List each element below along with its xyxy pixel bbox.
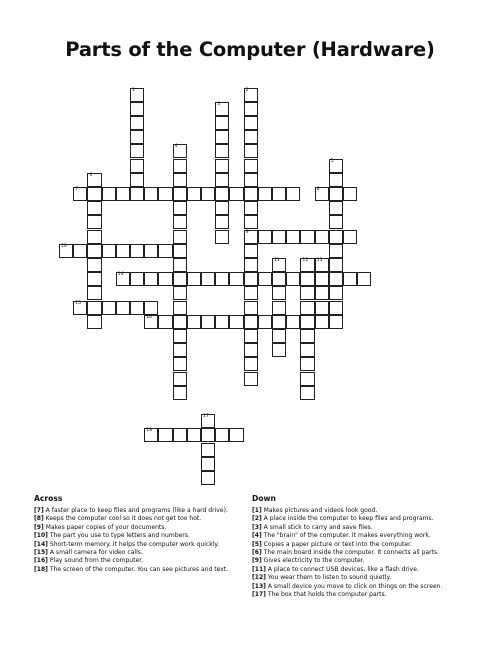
clue-text: The screen of the computer. You can see pictures and text. xyxy=(47,565,229,573)
clue-number: [11] xyxy=(252,565,266,573)
grid-cell[interactable] xyxy=(329,215,343,229)
grid-cell[interactable] xyxy=(173,372,187,386)
clue-number-label: 16 xyxy=(146,314,153,320)
clue-number-label: 10 xyxy=(61,243,67,249)
grid-cell[interactable] xyxy=(173,159,187,173)
grid-cell[interactable] xyxy=(215,187,229,201)
across-clues xyxy=(34,494,256,574)
grid-cell[interactable] xyxy=(130,244,144,258)
grid-cell[interactable] xyxy=(215,144,229,158)
puzzle-title: Parts of the Computer (Hardware) xyxy=(65,38,435,61)
grid-cell[interactable] xyxy=(144,428,158,442)
grid-cell[interactable] xyxy=(300,329,314,343)
grid-cell[interactable] xyxy=(258,315,272,329)
grid-cell[interactable] xyxy=(244,187,258,201)
clue-item xyxy=(252,532,476,540)
grid-cell[interactable] xyxy=(315,258,329,272)
grid-cell[interactable] xyxy=(130,173,144,187)
grid-cell[interactable] xyxy=(87,286,101,300)
grid-cell[interactable] xyxy=(215,201,229,215)
clue-text: A place to connect USB devices, like a flash drive. xyxy=(265,565,419,573)
grid-cell[interactable] xyxy=(215,173,229,187)
grid-cell[interactable] xyxy=(343,230,357,244)
clue-number: [3] xyxy=(252,523,262,531)
clue-item xyxy=(252,583,476,591)
grid-cell[interactable] xyxy=(187,272,201,286)
grid-cell[interactable] xyxy=(173,215,187,229)
grid-cell[interactable] xyxy=(329,173,343,187)
grid-cell[interactable] xyxy=(244,201,258,215)
grid-cell[interactable] xyxy=(87,215,101,229)
grid-cell[interactable] xyxy=(272,329,286,343)
grid-cell[interactable] xyxy=(173,230,187,244)
grid-cell[interactable] xyxy=(272,286,286,300)
grid-cell[interactable] xyxy=(244,343,258,357)
grid-cell[interactable] xyxy=(173,386,187,400)
down-heading: Down xyxy=(252,494,276,503)
clue-item xyxy=(34,515,256,523)
grid-cell[interactable] xyxy=(116,272,130,286)
grid-cell[interactable] xyxy=(87,230,101,244)
grid-cell[interactable] xyxy=(272,343,286,357)
grid-cell[interactable] xyxy=(272,230,286,244)
clue-number: [5] xyxy=(252,540,262,548)
clue-number-label: 12 xyxy=(302,257,309,263)
grid-cell[interactable] xyxy=(272,258,286,272)
down-clues xyxy=(252,494,476,599)
clue-text: The part you use to type letters and numbers. xyxy=(47,532,190,540)
grid-cell[interactable] xyxy=(300,315,314,329)
grid-cell[interactable] xyxy=(244,372,258,386)
grid-cell[interactable] xyxy=(300,258,314,272)
clue-number: [6] xyxy=(252,549,262,557)
grid-cell[interactable] xyxy=(244,272,258,286)
clue-text: Play sound from the computer. xyxy=(47,557,144,565)
grid-cell[interactable] xyxy=(300,301,314,315)
grid-cell[interactable] xyxy=(315,286,329,300)
grid-cell[interactable] xyxy=(244,286,258,300)
clue-number-label: 5 xyxy=(330,158,334,164)
grid-cell[interactable] xyxy=(215,215,229,229)
grid-cell[interactable] xyxy=(329,315,343,329)
clue-item xyxy=(34,532,256,540)
clue-item xyxy=(34,557,256,565)
clue-number: [18] xyxy=(34,565,48,573)
grid-cell[interactable] xyxy=(244,130,258,144)
clue-number: [12] xyxy=(252,574,266,582)
grid-cell[interactable] xyxy=(300,372,314,386)
grid-cell[interactable] xyxy=(300,272,314,286)
clue-item xyxy=(252,515,476,523)
grid-cell[interactable] xyxy=(329,258,343,272)
grid-cell[interactable] xyxy=(201,315,215,329)
grid-cell[interactable] xyxy=(201,471,215,485)
grid-cell[interactable] xyxy=(130,102,144,116)
clue-item xyxy=(252,507,476,515)
clue-number: [7] xyxy=(34,507,44,514)
clue-number-label: 7 xyxy=(75,186,79,192)
clue-number: [9] xyxy=(34,523,44,531)
grid-cell[interactable] xyxy=(87,201,101,215)
grid-cell[interactable] xyxy=(187,315,201,329)
clue-number-label: 11 xyxy=(274,257,280,263)
clue-item xyxy=(34,507,256,515)
grid-cell[interactable] xyxy=(116,301,130,315)
grid-cell[interactable] xyxy=(272,272,286,286)
clue-number-label: 6 xyxy=(89,172,93,178)
grid-cell[interactable] xyxy=(116,187,130,201)
grid-cell[interactable] xyxy=(201,457,215,471)
grid-cell[interactable] xyxy=(272,301,286,315)
grid-cell[interactable] xyxy=(102,244,116,258)
grid-cell[interactable] xyxy=(130,116,144,130)
clue-item xyxy=(34,524,256,532)
grid-cell[interactable] xyxy=(130,272,144,286)
clue-item xyxy=(34,549,256,557)
grid-cell[interactable] xyxy=(244,102,258,116)
clue-text: A small camera for video calls. xyxy=(47,549,143,557)
grid-cell[interactable] xyxy=(300,343,314,357)
grid-cell[interactable] xyxy=(201,187,215,201)
grid-cell[interactable] xyxy=(130,187,144,201)
grid-cell[interactable] xyxy=(87,173,101,187)
clue-item xyxy=(252,566,476,574)
grid-cell[interactable] xyxy=(329,159,343,173)
grid-cell[interactable] xyxy=(244,315,258,329)
grid-cell[interactable] xyxy=(300,286,314,300)
grid-cell[interactable] xyxy=(215,428,229,442)
grid-cell[interactable] xyxy=(315,187,329,201)
grid-cell[interactable] xyxy=(315,272,329,286)
grid-cell[interactable] xyxy=(73,301,87,315)
grid-cell[interactable] xyxy=(357,272,371,286)
clue-text: The main board inside the computer. It connects all parts. xyxy=(261,549,440,557)
grid-cell[interactable] xyxy=(215,230,229,244)
grid-cell[interactable] xyxy=(315,301,329,315)
grid-cell[interactable] xyxy=(173,301,187,315)
clue-text: A small device you move to click on things on the screen. xyxy=(265,582,443,590)
grid-cell[interactable] xyxy=(286,315,300,329)
grid-cell[interactable] xyxy=(215,116,229,130)
grid-cell[interactable] xyxy=(130,130,144,144)
grid-cell[interactable] xyxy=(215,102,229,116)
clue-item xyxy=(34,541,256,549)
clue-number-label: 17 xyxy=(203,414,209,420)
clue-number: [2] xyxy=(252,515,262,523)
grid-cell[interactable] xyxy=(158,315,172,329)
grid-cell[interactable] xyxy=(130,88,144,102)
grid-cell[interactable] xyxy=(343,272,357,286)
grid-cell[interactable] xyxy=(173,244,187,258)
grid-cell[interactable] xyxy=(244,258,258,272)
clue-number-label: 13 xyxy=(316,257,323,263)
grid-cell[interactable] xyxy=(329,201,343,215)
grid-cell[interactable] xyxy=(87,315,101,329)
grid-cell[interactable] xyxy=(229,315,243,329)
grid-cell[interactable] xyxy=(329,187,343,201)
grid-cell[interactable] xyxy=(201,414,215,428)
clue-text: Keeps the computer cool so it does not get too hot. xyxy=(43,515,202,523)
clue-text: Gives electricity to the computer. xyxy=(261,557,365,565)
grid-cell[interactable] xyxy=(244,357,258,371)
grid-cell[interactable] xyxy=(215,159,229,173)
grid-cell[interactable] xyxy=(329,230,343,244)
clue-item xyxy=(252,524,476,532)
grid-cell[interactable] xyxy=(173,357,187,371)
grid-cell[interactable] xyxy=(286,272,300,286)
across-clue-list xyxy=(34,507,256,574)
grid-cell[interactable] xyxy=(87,272,101,286)
clue-number-label: 1 xyxy=(132,87,135,93)
clue-number-label: 18 xyxy=(146,428,153,434)
clue-text: A place inside the computer to keep files and programs. xyxy=(261,515,434,523)
clue-number-label: 8 xyxy=(316,186,320,192)
grid-cell[interactable] xyxy=(215,130,229,144)
grid-cell[interactable] xyxy=(116,244,130,258)
grid-cell[interactable] xyxy=(201,443,215,457)
clue-number-label: 2 xyxy=(245,87,249,93)
grid-cell[interactable] xyxy=(343,187,357,201)
grid-cell[interactable] xyxy=(144,315,158,329)
grid-cell[interactable] xyxy=(173,428,187,442)
grid-cell[interactable] xyxy=(158,428,172,442)
grid-cell[interactable] xyxy=(300,357,314,371)
grid-cell[interactable] xyxy=(201,428,215,442)
grid-cell[interactable] xyxy=(244,329,258,343)
grid-cell[interactable] xyxy=(144,272,158,286)
grid-cell[interactable] xyxy=(329,272,343,286)
clue-text: The "brain" of the computer. It makes everything work. xyxy=(261,532,431,540)
grid-cell[interactable] xyxy=(87,244,101,258)
grid-cell[interactable] xyxy=(173,315,187,329)
grid-cell[interactable] xyxy=(73,187,87,201)
down-clue-list xyxy=(252,507,476,599)
grid-cell[interactable] xyxy=(315,315,329,329)
clue-number: [1] xyxy=(252,507,262,514)
grid-cell[interactable] xyxy=(329,244,343,258)
clue-item xyxy=(252,591,476,599)
clue-text: Makes paper copies of your documents. xyxy=(43,523,167,531)
clue-text: A faster place to keep files and programs (like a hard drive). xyxy=(43,507,228,514)
grid-cell[interactable] xyxy=(272,315,286,329)
grid-cell[interactable] xyxy=(258,272,272,286)
clue-number: [10] xyxy=(34,532,48,540)
grid-cell[interactable] xyxy=(102,301,116,315)
grid-cell[interactable] xyxy=(102,187,116,201)
grid-cell[interactable] xyxy=(272,187,286,201)
grid-cell[interactable] xyxy=(59,244,73,258)
grid-cell[interactable] xyxy=(173,173,187,187)
clue-text: A small stick to carry and save files. xyxy=(261,523,373,531)
clue-item xyxy=(252,549,476,557)
clue-item xyxy=(252,541,476,549)
grid-cell[interactable] xyxy=(215,315,229,329)
grid-cell[interactable] xyxy=(258,230,272,244)
grid-cell[interactable] xyxy=(187,187,201,201)
grid-cell[interactable] xyxy=(229,272,243,286)
grid-cell[interactable] xyxy=(173,272,187,286)
clue-number: [17] xyxy=(252,591,266,599)
clue-number-label: 3 xyxy=(217,101,221,107)
grid-cell[interactable] xyxy=(158,244,172,258)
grid-cell[interactable] xyxy=(244,230,258,244)
grid-cell[interactable] xyxy=(87,258,101,272)
grid-cell[interactable] xyxy=(215,272,229,286)
grid-cell[interactable] xyxy=(229,428,243,442)
grid-cell[interactable] xyxy=(73,244,87,258)
grid-cell[interactable] xyxy=(87,187,101,201)
grid-cell[interactable] xyxy=(244,88,258,102)
grid-cell[interactable] xyxy=(158,187,172,201)
grid-cell[interactable] xyxy=(258,187,272,201)
clue-number: [13] xyxy=(252,582,266,590)
clue-text: You wear them to listen to sound quietly. xyxy=(265,574,392,582)
grid-cell[interactable] xyxy=(300,230,314,244)
grid-cell[interactable] xyxy=(244,301,258,315)
grid-cell[interactable] xyxy=(244,159,258,173)
clue-text: The box that holds the computer parts. xyxy=(265,591,387,599)
grid-cell[interactable] xyxy=(229,187,243,201)
grid-cell[interactable] xyxy=(315,230,329,244)
grid-cell[interactable] xyxy=(173,329,187,343)
grid-cell[interactable] xyxy=(201,272,215,286)
clue-number: [4] xyxy=(252,532,262,540)
clue-number: [9] xyxy=(252,557,262,565)
clue-number-label: 9 xyxy=(245,229,249,235)
clue-number: [15] xyxy=(34,549,48,557)
grid-cell[interactable] xyxy=(244,144,258,158)
clue-number-label: 4 xyxy=(174,144,178,150)
clue-number: [14] xyxy=(34,540,48,548)
clue-number-label: 14 xyxy=(117,272,124,278)
grid-cell[interactable] xyxy=(329,286,343,300)
grid-cell[interactable] xyxy=(286,187,300,201)
clue-text: Copies a paper picture or text into the computer. xyxy=(261,540,412,548)
clue-number-label: 15 xyxy=(75,300,82,306)
grid-cell[interactable] xyxy=(173,144,187,158)
across-heading: Across xyxy=(34,494,63,503)
clue-item xyxy=(252,557,476,565)
grid-cell[interactable] xyxy=(173,343,187,357)
grid-cell[interactable] xyxy=(87,301,101,315)
clue-item xyxy=(34,566,256,574)
grid-cell[interactable] xyxy=(130,301,144,315)
clue-text: Makes pictures and videos look good. xyxy=(261,507,378,514)
grid-cell[interactable] xyxy=(187,428,201,442)
grid-cell[interactable] xyxy=(329,301,343,315)
grid-cell[interactable] xyxy=(173,286,187,300)
grid-cell[interactable] xyxy=(130,159,144,173)
grid-cell[interactable] xyxy=(130,144,144,158)
grid-cell[interactable] xyxy=(158,272,172,286)
grid-cell[interactable] xyxy=(173,187,187,201)
grid-cell[interactable] xyxy=(173,201,187,215)
grid-cell[interactable] xyxy=(144,244,158,258)
clue-text: Short-term memory. It helps the computer work quickly. xyxy=(47,540,220,548)
grid-cell[interactable] xyxy=(244,244,258,258)
grid-cell[interactable] xyxy=(144,301,158,315)
grid-cell[interactable] xyxy=(300,386,314,400)
grid-cell[interactable] xyxy=(144,187,158,201)
grid-cell[interactable] xyxy=(244,215,258,229)
clue-item xyxy=(252,574,476,582)
grid-cell[interactable] xyxy=(286,230,300,244)
grid-cell[interactable] xyxy=(244,173,258,187)
grid-cell[interactable] xyxy=(244,116,258,130)
grid-cell[interactable] xyxy=(173,258,187,272)
clue-number: [8] xyxy=(34,515,44,523)
clue-number: [16] xyxy=(34,557,48,565)
